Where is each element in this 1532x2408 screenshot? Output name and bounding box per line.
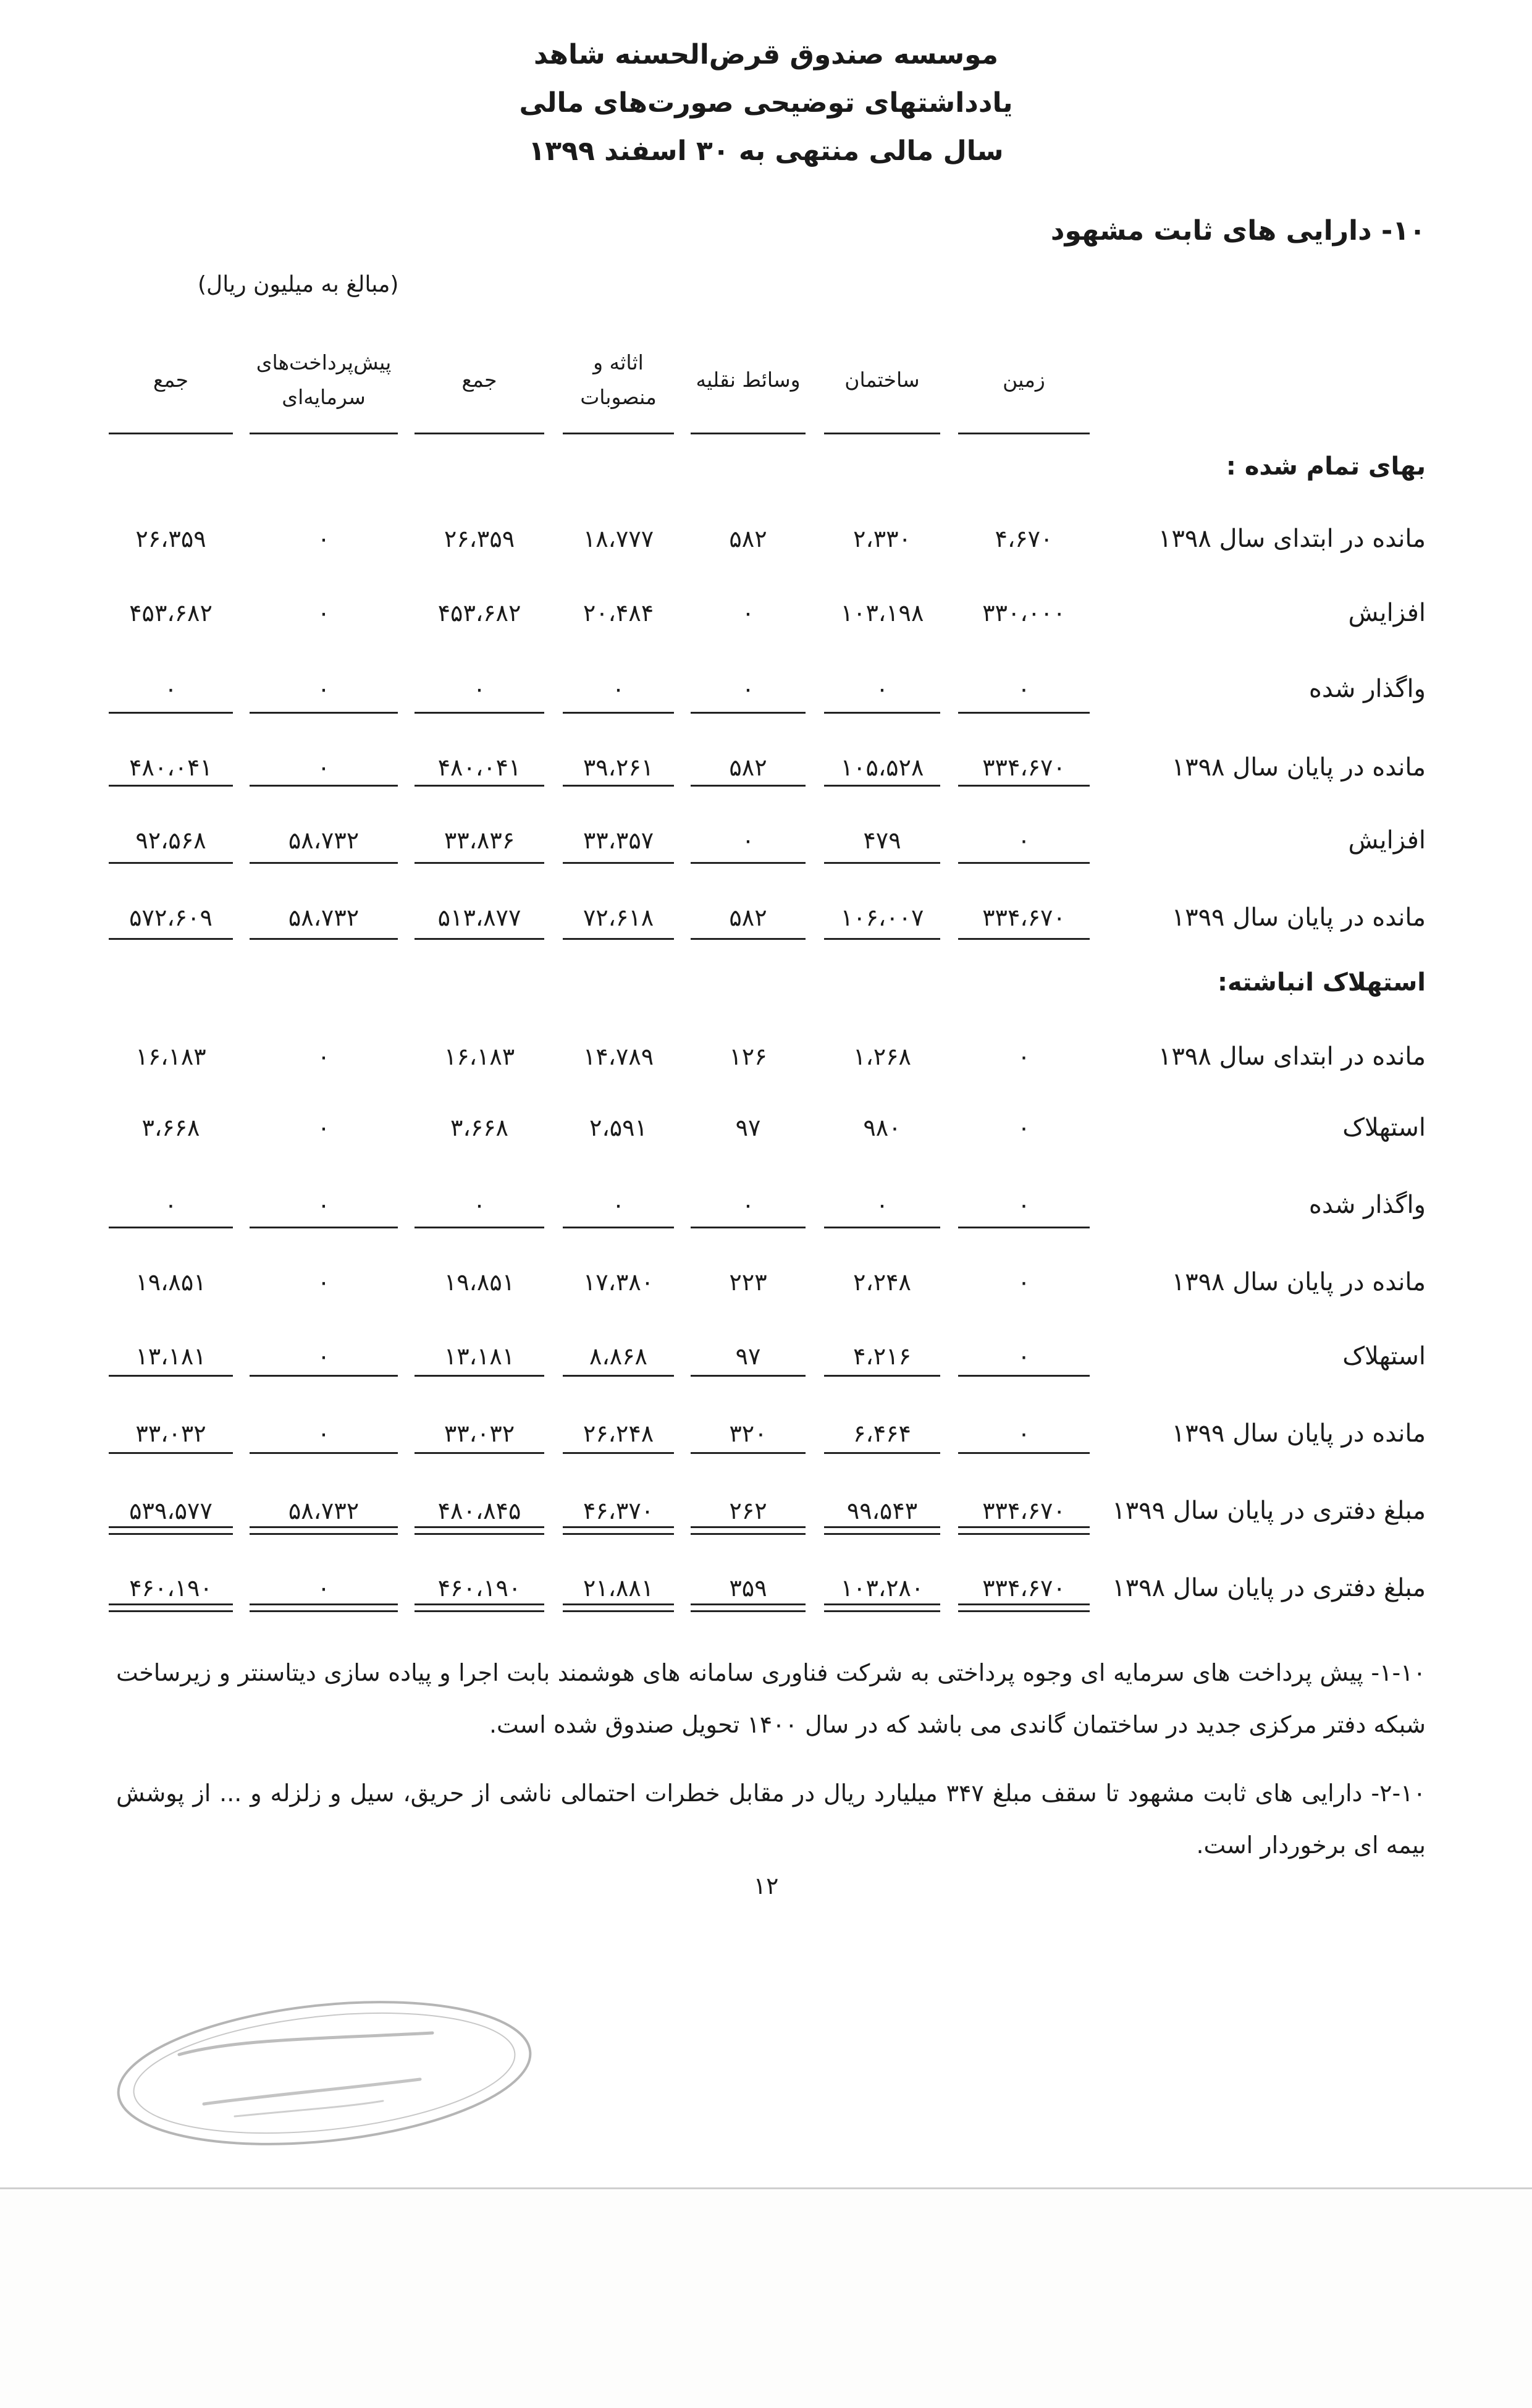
cell-building: ۱۰۶،۰۰۷	[840, 904, 924, 931]
auditor-stamp	[111, 1996, 537, 2150]
row-label: استهلاک	[1342, 1342, 1426, 1371]
subtotal-rule	[958, 862, 1090, 864]
subtotal-rule	[415, 1452, 544, 1454]
cell-furniture: ۱۷،۳۸۰	[583, 1269, 654, 1296]
cell-subtotal: ۴۵۳،۶۸۲	[437, 599, 521, 627]
subtotal-rule	[958, 1452, 1090, 1454]
subtotal-rule	[415, 938, 544, 940]
cell-subtotal: ۰	[473, 1191, 486, 1219]
subtotal-rule	[109, 938, 233, 940]
subtotal-rule	[691, 938, 806, 940]
cell-building: ۲،۳۳۰	[853, 525, 911, 552]
subtotal-rule	[824, 712, 940, 714]
column-header-line2: منصوبات	[580, 385, 657, 409]
double-total-rule	[958, 1526, 1090, 1535]
column-header-land	[954, 334, 1093, 426]
cell-furniture: ۳۹،۲۶۱	[583, 754, 654, 781]
cell-furniture: ۷۲،۶۱۸	[583, 904, 654, 931]
cell-subtotal: ۱۶،۱۸۳	[444, 1043, 515, 1070]
cell-building: ۰	[875, 1191, 889, 1219]
column-header-underline	[563, 433, 674, 434]
cell-total: ۵۳۹،۵۷۷	[129, 1497, 213, 1524]
double-total-rule	[250, 1526, 398, 1535]
column-header-line1: ساختمان	[844, 368, 920, 392]
cell-vehicles: ۳۵۹	[729, 1574, 767, 1602]
cell-total: ۹۲،۵۶۸	[135, 827, 206, 854]
header-subtitle: یادداشتهای توضیحی صورت‌های مالی	[519, 87, 1013, 119]
page-number: ۱۲	[753, 1872, 779, 1899]
table-row	[0, 1264, 1532, 1301]
column-header-underline	[958, 433, 1090, 434]
subtotal-rule	[824, 1375, 940, 1377]
table-row	[0, 899, 1532, 936]
cell-total: ۱۶،۱۸۳	[135, 1043, 206, 1070]
subtotal-rule	[691, 1227, 806, 1228]
header-entity: موسسه صندوق قرض‌الحسنه شاهد	[534, 39, 998, 70]
subtotal-rule	[109, 862, 233, 864]
subtotal-rule	[563, 1452, 674, 1454]
header-period: سال مالی منتهی به ۳۰ اسفند ۱۳۹۹	[528, 135, 1004, 167]
subtotal-rule	[958, 712, 1090, 714]
cell-building: ۱،۲۶۸	[853, 1043, 911, 1070]
cell-capital-prepayments: ۰	[317, 754, 330, 781]
document-header	[0, 31, 1532, 175]
cell-furniture: ۱۴،۷۸۹	[583, 1043, 654, 1070]
column-header-furniture	[559, 334, 678, 426]
row-label: مانده در ابتدای سال ۱۳۹۸	[1158, 1042, 1426, 1071]
subtotal-rule	[109, 1375, 233, 1377]
table-row	[0, 594, 1532, 632]
column-header-subtotal	[411, 334, 548, 426]
column-header-vehicles	[687, 334, 809, 426]
cell-capital-prepayments: ۰	[317, 675, 330, 703]
column-header-line2: سرمایه‌ای	[282, 385, 366, 409]
cell-furniture: ۰	[612, 675, 625, 703]
subtotal-rule	[250, 1452, 398, 1454]
cell-subtotal: ۰	[473, 675, 486, 703]
table-row	[0, 1109, 1532, 1146]
cell-furniture: ۲،۵۹۱	[589, 1114, 647, 1141]
cell-total: ۰	[164, 1191, 177, 1219]
column-header-underline	[250, 433, 398, 434]
cell-total: ۴۸۰،۰۴۱	[129, 754, 213, 781]
cell-vehicles: ۲۶۲	[729, 1497, 767, 1524]
double-total-rule	[958, 1603, 1090, 1612]
row-label: مانده در پایان سال ۱۳۹۸	[1171, 753, 1426, 782]
subtotal-rule	[563, 1375, 674, 1377]
table-row	[0, 520, 1532, 557]
cell-vehicles: ۰	[741, 827, 755, 854]
subtotal-rule	[691, 1375, 806, 1377]
cell-subtotal: ۳،۶۶۸	[450, 1114, 508, 1141]
row-label: مانده در ابتدای سال ۱۳۹۸	[1158, 525, 1426, 553]
cell-furniture: ۸،۸۶۸	[589, 1343, 647, 1370]
table-row	[0, 670, 1532, 708]
cell-furniture: ۲۰،۴۸۴	[583, 599, 654, 627]
cell-furniture: ۴۶،۳۷۰	[583, 1497, 654, 1524]
row-label: مبلغ دفتری در پایان سال ۱۳۹۸	[1112, 1574, 1426, 1602]
double-total-rule	[691, 1526, 806, 1535]
cell-land: ۳۳۰،۰۰۰	[982, 599, 1066, 627]
cell-total: ۴۶۰،۱۹۰	[129, 1574, 213, 1602]
row-label: افزایش	[1348, 826, 1426, 855]
cell-vehicles: ۵۸۲	[729, 754, 767, 781]
cell-land: ۰	[1017, 1269, 1030, 1296]
subtotal-rule	[958, 1227, 1090, 1228]
double-total-rule	[563, 1526, 674, 1535]
subtotal-rule	[250, 862, 398, 864]
cell-subtotal: ۵۱۳،۸۷۷	[437, 904, 521, 931]
cell-subtotal: ۴۶۰،۱۹۰	[437, 1574, 521, 1602]
cell-land: ۳۳۴،۶۷۰	[982, 904, 1066, 931]
cell-total: ۱۹،۸۵۱	[135, 1269, 206, 1296]
subtotal-rule	[109, 712, 233, 714]
cell-capital-prepayments: ۰	[317, 1269, 330, 1296]
subtotal-rule	[691, 862, 806, 864]
cell-land: ۴،۶۷۰	[995, 525, 1053, 552]
column-header-line1: جمع	[461, 368, 497, 392]
subtotal-rule	[563, 862, 674, 864]
cell-subtotal: ۱۳،۱۸۱	[444, 1343, 515, 1370]
column-header-line1: پیش‌پرداخت‌های	[256, 350, 392, 374]
cell-total: ۳۳،۰۳۲	[135, 1420, 206, 1447]
table-row	[0, 1038, 1532, 1075]
cell-building: ۴۷۹	[863, 827, 901, 854]
subtotal-rule	[563, 938, 674, 940]
column-header-underline	[109, 433, 233, 434]
subtotal-rule	[958, 785, 1090, 787]
section-title: ۱۰- دارایی های ثابت مشهود	[1050, 215, 1426, 247]
cell-land: ۳۳۴،۶۷۰	[982, 1574, 1066, 1602]
cell-vehicles: ۹۷	[735, 1114, 761, 1141]
subtotal-rule	[250, 938, 398, 940]
column-header-capital-prepayments	[246, 334, 402, 426]
cell-building: ۱۰۵،۵۲۸	[840, 754, 924, 781]
double-total-rule	[415, 1526, 544, 1535]
table-row	[0, 1569, 1532, 1607]
cell-subtotal: ۱۹،۸۵۱	[444, 1269, 515, 1296]
subtotal-rule	[691, 712, 806, 714]
subtotal-rule	[563, 785, 674, 787]
double-total-rule	[824, 1526, 940, 1535]
cell-furniture: ۳۳،۳۵۷	[583, 827, 654, 854]
table-row	[0, 1186, 1532, 1223]
subtotal-rule	[691, 785, 806, 787]
cell-capital-prepayments: ۰	[317, 1420, 330, 1447]
cell-capital-prepayments: ۵۸،۷۳۲	[288, 1497, 360, 1524]
group-heading-cost: بهای تمام شده :	[1226, 452, 1426, 481]
double-total-rule	[563, 1603, 674, 1612]
cell-vehicles: ۱۲۶	[729, 1043, 767, 1070]
subtotal-rule	[824, 785, 940, 787]
cell-building: ۹۸۰	[863, 1114, 901, 1141]
column-header-line1: اثاثه و	[593, 350, 644, 374]
cell-capital-prepayments: ۰	[317, 1191, 330, 1219]
subtotal-rule	[691, 1452, 806, 1454]
subtotal-rule	[250, 1375, 398, 1377]
cell-land: ۰	[1017, 827, 1030, 854]
subtotal-rule	[250, 712, 398, 714]
cell-total: ۲۶،۳۵۹	[135, 525, 206, 552]
table-row	[0, 1415, 1532, 1452]
cell-capital-prepayments: ۵۸،۷۳۲	[288, 904, 360, 931]
double-total-rule	[415, 1603, 544, 1612]
table-row	[0, 749, 1532, 786]
row-label: مانده در پایان سال ۱۳۹۹	[1171, 903, 1426, 932]
subtotal-rule	[824, 862, 940, 864]
cell-vehicles: ۳۲۰	[729, 1420, 767, 1447]
column-header-building	[820, 334, 944, 426]
row-label: مبلغ دفتری در پایان سال ۱۳۹۹	[1112, 1497, 1426, 1525]
subtotal-rule	[415, 712, 544, 714]
cell-total: ۵۷۲،۶۰۹	[129, 904, 213, 931]
cell-capital-prepayments: ۰	[317, 599, 330, 627]
cell-building: ۰	[875, 675, 889, 703]
subtotal-rule	[250, 785, 398, 787]
cell-capital-prepayments: ۵۸،۷۳۲	[288, 827, 360, 854]
row-label: واگذار شده	[1308, 1191, 1426, 1219]
cell-land: ۰	[1017, 1114, 1030, 1141]
double-total-rule	[109, 1603, 233, 1612]
column-header-underline	[824, 433, 940, 434]
cell-furniture: ۰	[612, 1191, 625, 1219]
cell-subtotal: ۳۳،۰۳۲	[444, 1420, 515, 1447]
cell-vehicles: ۲۲۳	[729, 1269, 767, 1296]
cell-land: ۳۳۴،۶۷۰	[982, 1497, 1066, 1524]
cell-land: ۳۳۴،۶۷۰	[982, 754, 1066, 781]
cell-vehicles: ۰	[741, 675, 755, 703]
subtotal-rule	[109, 1452, 233, 1454]
cell-building: ۲،۲۴۸	[853, 1269, 911, 1296]
cell-land: ۰	[1017, 1191, 1030, 1219]
cell-land: ۰	[1017, 675, 1030, 703]
column-header-total	[105, 334, 237, 426]
note-2: ۲-۱۰- دارایی های ثابت مشهود تا سقف مبلغ ۳۴۷ میلیارد ریال در مقابل خطرات احتمالی ناشی از حریق، سیل و زلزله و ... از پوشش بیمه ای برخوردار است.	[116, 1780, 1426, 1859]
cell-capital-prepayments: ۰	[317, 1114, 330, 1141]
cell-capital-prepayments: ۰	[317, 1574, 330, 1602]
subtotal-rule	[109, 1227, 233, 1228]
cell-vehicles: ۵۸۲	[729, 904, 767, 931]
cell-furniture: ۱۸،۷۷۷	[583, 525, 654, 552]
double-total-rule	[250, 1603, 398, 1612]
cell-subtotal: ۴۸۰،۸۴۵	[437, 1497, 521, 1524]
double-total-rule	[109, 1526, 233, 1535]
cell-vehicles: ۰	[741, 1191, 755, 1219]
subtotal-rule	[824, 1227, 940, 1228]
row-label: واگذار شده	[1308, 675, 1426, 703]
column-header-underline	[691, 433, 806, 434]
cell-furniture: ۲۶،۲۴۸	[583, 1420, 654, 1447]
cell-total: ۳،۶۶۸	[141, 1114, 200, 1141]
column-header-line1: وسائط نقلیه	[696, 368, 801, 392]
row-label: مانده در پایان سال ۱۳۹۹	[1171, 1419, 1426, 1448]
row-label: افزایش	[1348, 599, 1426, 627]
cell-building: ۹۹،۵۴۳	[846, 1497, 918, 1524]
cell-subtotal: ۲۶،۳۵۹	[444, 525, 515, 552]
column-header-line1: زمین	[1003, 368, 1045, 392]
cell-capital-prepayments: ۰	[317, 525, 330, 552]
subtotal-rule	[958, 1375, 1090, 1377]
subtotal-rule	[415, 1227, 544, 1228]
subtotal-rule	[824, 938, 940, 940]
cell-land: ۰	[1017, 1420, 1030, 1447]
subtotal-rule	[109, 785, 233, 787]
subtotal-rule	[415, 862, 544, 864]
column-header-line1: جمع	[153, 368, 189, 392]
cell-total: ۱۳،۱۸۱	[135, 1343, 206, 1370]
subtotal-rule	[415, 785, 544, 787]
row-label: استهلاک	[1342, 1113, 1426, 1142]
cell-vehicles: ۹۷	[735, 1343, 761, 1370]
table-row	[0, 1492, 1532, 1529]
subtotal-rule	[958, 938, 1090, 940]
cell-total: ۰	[164, 675, 177, 703]
subtotal-rule	[250, 1227, 398, 1228]
cell-building: ۱۰۳،۲۸۰	[840, 1574, 924, 1602]
cell-subtotal: ۴۸۰،۰۴۱	[437, 754, 521, 781]
double-total-rule	[824, 1603, 940, 1612]
group-heading-depreciation: استهلاک انباشته:	[1217, 968, 1426, 997]
subtotal-rule	[563, 712, 674, 714]
row-label: مانده در پایان سال ۱۳۹۸	[1171, 1268, 1426, 1296]
subtotal-rule	[824, 1452, 940, 1454]
cell-capital-prepayments: ۰	[317, 1043, 330, 1070]
subtotal-rule	[563, 1227, 674, 1228]
note-1: ۱-۱۰- پیش پرداخت های سرمایه ای وجوه پرداختی به شرکت فناوری سامانه های هوشمند بابت اجرا و پیاده سازی دیتاسنتر و زیرساخت شبکه دفتر مرکزی جدید در ساختمان گاندی می باشد که در سال ۱۴۰۰ تحویل صندوق شده است.	[116, 1659, 1426, 1738]
cell-land: ۰	[1017, 1043, 1030, 1070]
cell-total: ۴۵۳،۶۸۲	[129, 599, 213, 627]
table-row	[0, 822, 1532, 859]
cell-building: ۱۰۳،۱۹۸	[840, 599, 924, 627]
table-row	[0, 1338, 1532, 1375]
subtotal-rule	[415, 1375, 544, 1377]
cell-building: ۶،۴۶۴	[853, 1420, 911, 1447]
double-total-rule	[691, 1603, 806, 1612]
cell-capital-prepayments: ۰	[317, 1343, 330, 1370]
cell-land: ۰	[1017, 1343, 1030, 1370]
cell-vehicles: ۰	[741, 599, 755, 627]
cell-building: ۴،۲۱۶	[853, 1343, 911, 1370]
cell-furniture: ۲۱،۸۸۱	[583, 1574, 654, 1602]
cell-vehicles: ۵۸۲	[729, 525, 767, 552]
cell-subtotal: ۳۳،۸۳۶	[444, 827, 515, 854]
column-header-underline	[415, 433, 544, 434]
unit-note: (مبالغ به میلیون ریال)	[198, 272, 399, 297]
